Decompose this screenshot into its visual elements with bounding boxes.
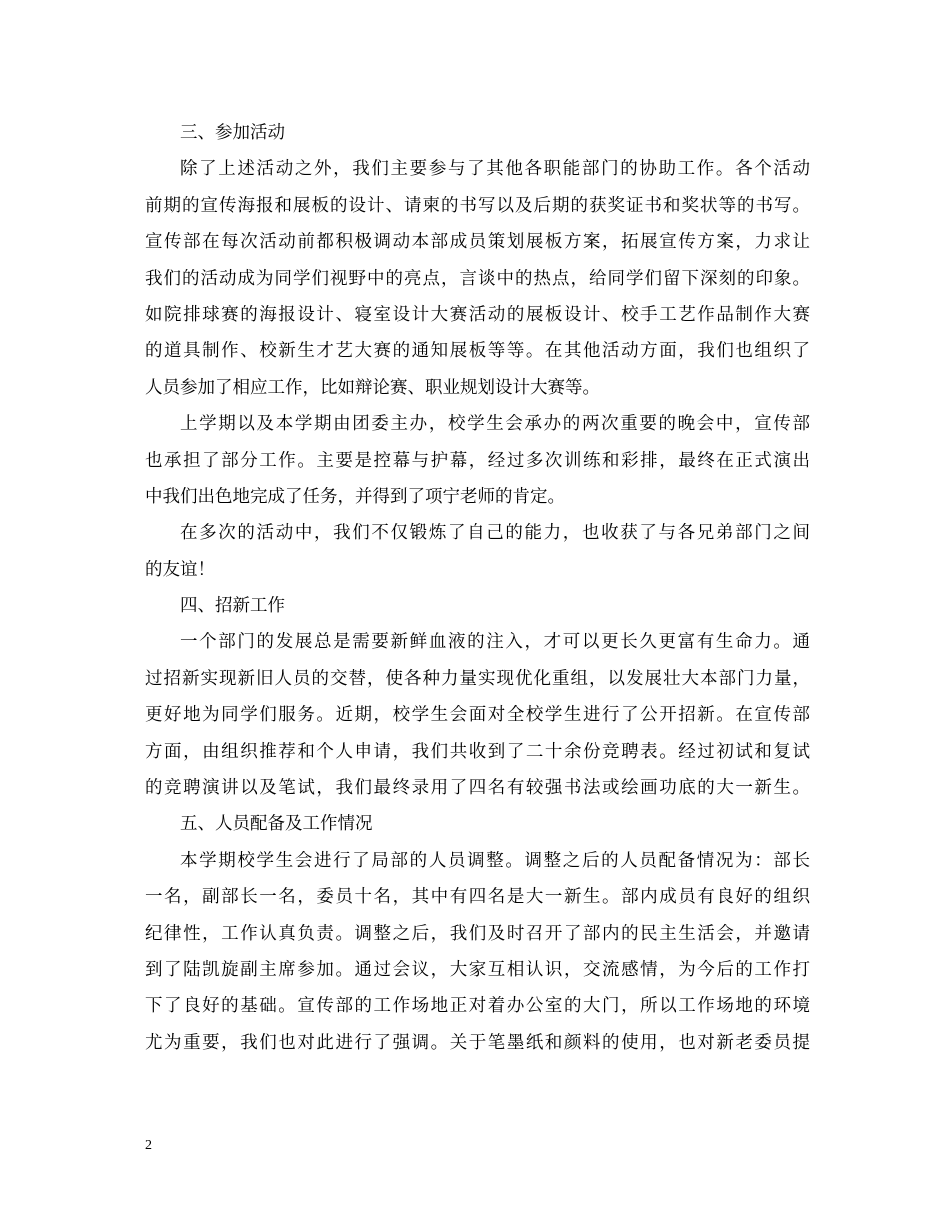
text-line: 到了陆凯旋副主席参加。通过会议，大家互相认识，交流感情，为今后的工作打 (145, 959, 810, 980)
text-line: 更好地为同学们服务。近期，校学生会面对全校学生进行了公开招新。在宣传部 (145, 705, 810, 726)
text-line: 尤为重要，我们也对此进行了强调。关于笔墨纸和颜料的使用，也对新老委员提 (145, 1032, 810, 1053)
text-line: 的道具制作、校新生才艺大赛的通知展板等等。在其他活动方面，我们也组织了 (145, 341, 810, 362)
text-line: 人员参加了相应工作，比如辩论赛、职业规划设计大赛等。 (145, 377, 600, 398)
text-line: 的竞聘演讲以及笔试，我们最终录用了四名有较强书法或绘画功底的大一新生。 (145, 778, 810, 799)
text-line: 上学期以及本学期由团委主办，校学生会承办的两次重要的晚会中，宣传部 (180, 414, 810, 435)
text-line: 我们的活动成为同学们视野中的亮点，言谈中的热点，给同学们留下深刻的印象。 (145, 268, 810, 289)
text-line: 五、人员配备及工作情况 (180, 814, 373, 835)
text-line: 过招新实现新旧人员的交替，使各种力量实现优化重组，以发展壮大本部门力量， (145, 668, 810, 689)
text-line: 中我们出色地完成了任务，并得到了项宁老师的肯定。 (145, 486, 565, 507)
text-line: 三、参加活动 (180, 123, 285, 143)
text-line: 下了良好的基础。宣传部的工作场地正对着办公室的大门，所以工作场地的环境 (145, 996, 810, 1017)
text-line: 也承担了部分工作。主要是控幕与护幕，经过多次训练和彩排，最终在正式演出 (145, 450, 810, 471)
page-number: 2 (145, 1138, 152, 1153)
text-line: 的友谊！ (145, 559, 215, 580)
text-line: 在多次的活动中，我们不仅锻炼了自己的能力，也收获了与各兄弟部门之间 (180, 523, 810, 544)
text-line: 四、招新工作 (180, 596, 285, 617)
text-line: 除了上述活动之外，我们主要参与了其他各职能部门的协助工作。各个活动 (180, 159, 810, 180)
document-body (145, 115, 810, 1061)
text-line: 一名，副部长一名，委员十名，其中有四名是大一新生。部内成员有良好的组织 (145, 887, 810, 908)
text-line: 一个部门的发展总是需要新鲜血液的注入，才可以更长久更富有生命力。通 (180, 632, 810, 653)
text-line: 宣传部在每次活动前都积极调动本部成员策划展板方案，拓展宣传方案，力求让 (145, 232, 810, 253)
text-line: 前期的宣传海报和展板的设计、请柬的书写以及后期的获奖证书和奖状等的书写。 (145, 195, 810, 216)
text-line: 方面，由组织推荐和个人申请，我们共收到了二十余份竞聘表。经过初试和复试 (145, 741, 810, 762)
text-line: 本学期校学生会进行了局部的人员调整。调整之后的人员配备情况为：部长 (180, 850, 810, 871)
text-line: 纪律性，工作认真负责。调整之后，我们及时召开了部内的民主生活会，并邀请 (145, 923, 810, 944)
text-line: 如院排球赛的海报设计、寝室设计大赛活动的展板设计、校手工艺作品制作大赛 (145, 304, 810, 325)
